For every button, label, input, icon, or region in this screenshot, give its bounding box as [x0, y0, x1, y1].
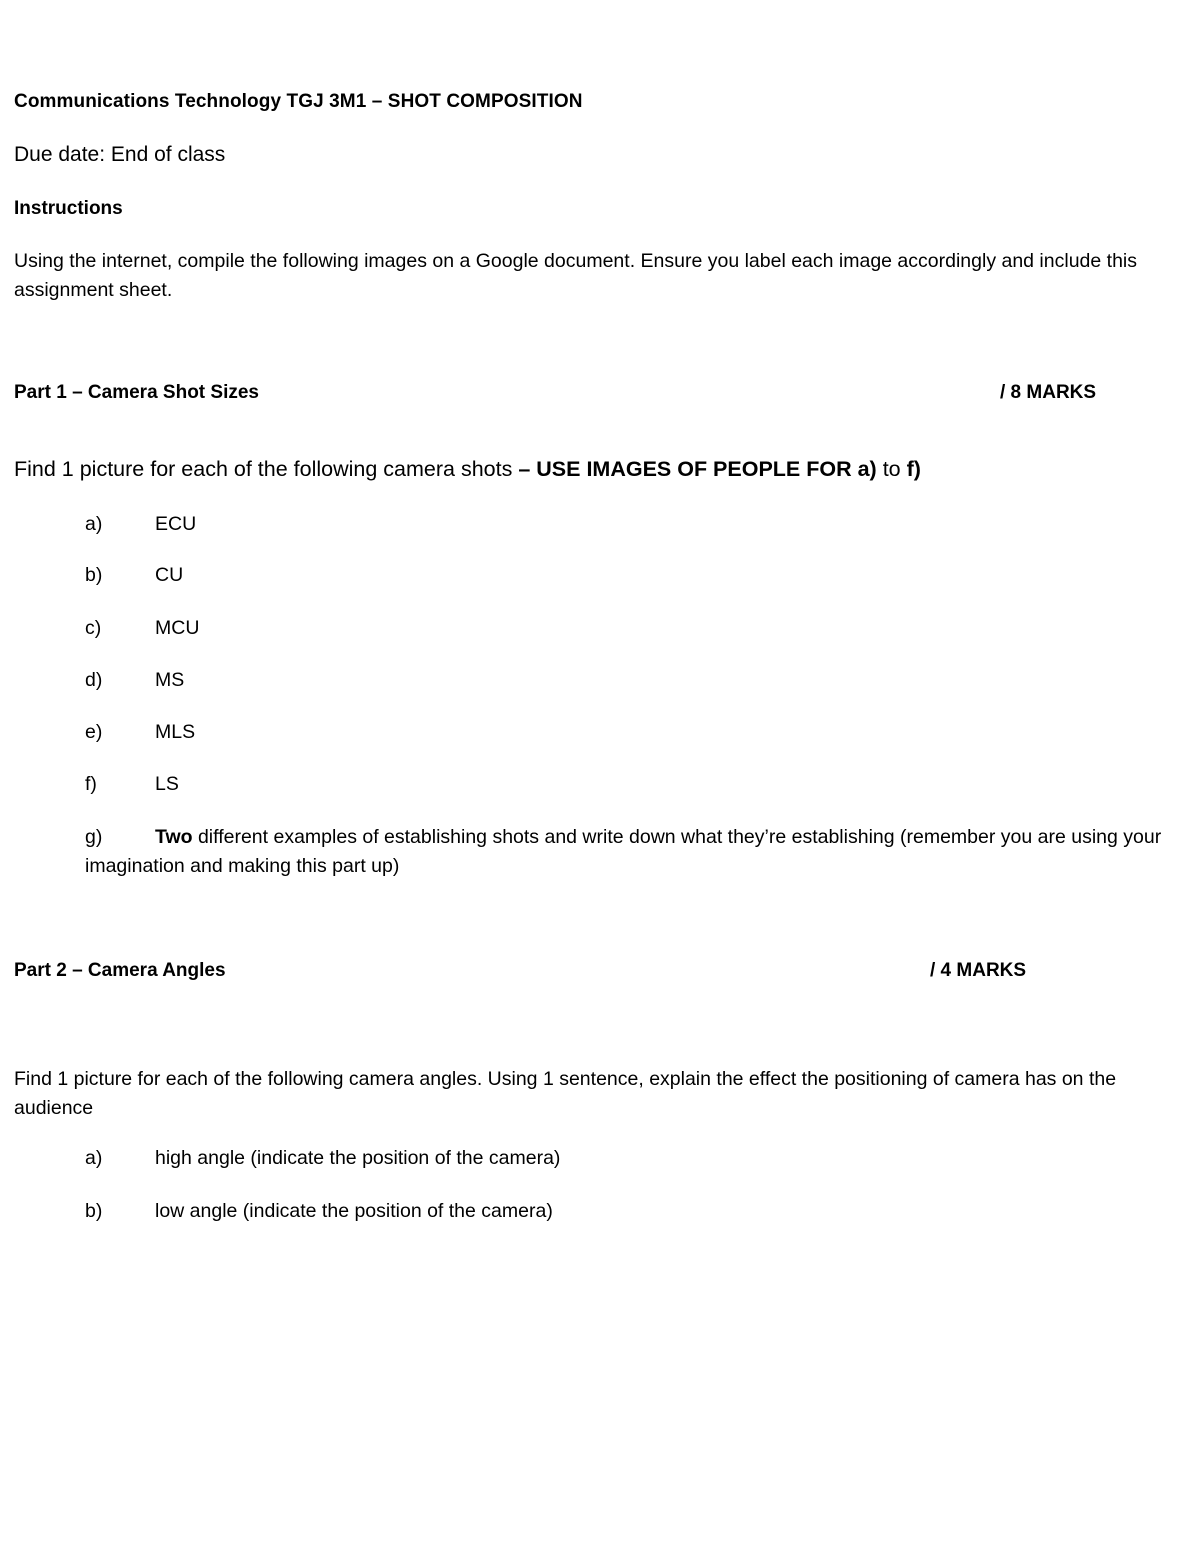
item-g-bold: Two [155, 826, 193, 848]
part1-heading: Part 1 – Camera Shot Sizes [14, 382, 259, 403]
list-item-text: MLS [155, 721, 196, 743]
instructions-heading: Instructions [14, 198, 123, 219]
list-item-letter: c) [85, 617, 102, 639]
part1-intro-bold: – USE IMAGES OF PEOPLE FOR a) [518, 457, 877, 481]
document-title: Communications Technology TGJ 3M1 – SHOT COMPOSITION [14, 91, 583, 112]
part2-heading: Part 2 – Camera Angles [14, 960, 226, 981]
part1-intro-to: to [876, 457, 907, 481]
item-g-text: different examples of establishing shots and write down what they’re establishing (remember you are using your imagination and making this part up) [85, 826, 1162, 877]
list-item-text: high angle (indicate the position of the camera) [155, 1147, 561, 1169]
list-item-letter: d) [85, 669, 103, 691]
list-item-letter: b) [85, 1200, 103, 1222]
list-item-letter: f) [85, 773, 97, 795]
list-item-text: ECU [155, 513, 197, 535]
part1-intro-plain: Find 1 picture for each of the following camera shots [14, 457, 519, 481]
instructions-text: Using the internet, compile the following images on a Google document. Ensure you label each image accordingly and include this assignment sheet. [14, 250, 1137, 301]
list-item-text: LS [155, 773, 179, 795]
part2-intro: Find 1 picture for each of the following camera angles. Using 1 sentence, explain the effect the positioning of camera has on the audience [14, 1068, 1117, 1119]
list-item-text: MCU [155, 617, 200, 639]
list-item-letter: e) [85, 721, 103, 743]
due-date: Due date: End of class [14, 143, 226, 166]
list-item-text: low angle (indicate the position of the camera) [155, 1200, 553, 1222]
part1-item-g [85, 823, 1175, 881]
list-item-letter: a) [85, 513, 103, 535]
list-item-text: CU [155, 564, 184, 586]
part1-intro [14, 457, 921, 482]
part1-intro-bold-end: f) [906, 457, 921, 481]
part2-marks: / 4 MARKS [930, 960, 1027, 981]
list-item-text: MS [155, 669, 185, 691]
list-item-letter: a) [85, 1147, 103, 1169]
list-item-letter: g) [85, 826, 103, 848]
part1-marks: / 8 MARKS [1000, 382, 1097, 403]
list-item-letter: b) [85, 564, 103, 586]
